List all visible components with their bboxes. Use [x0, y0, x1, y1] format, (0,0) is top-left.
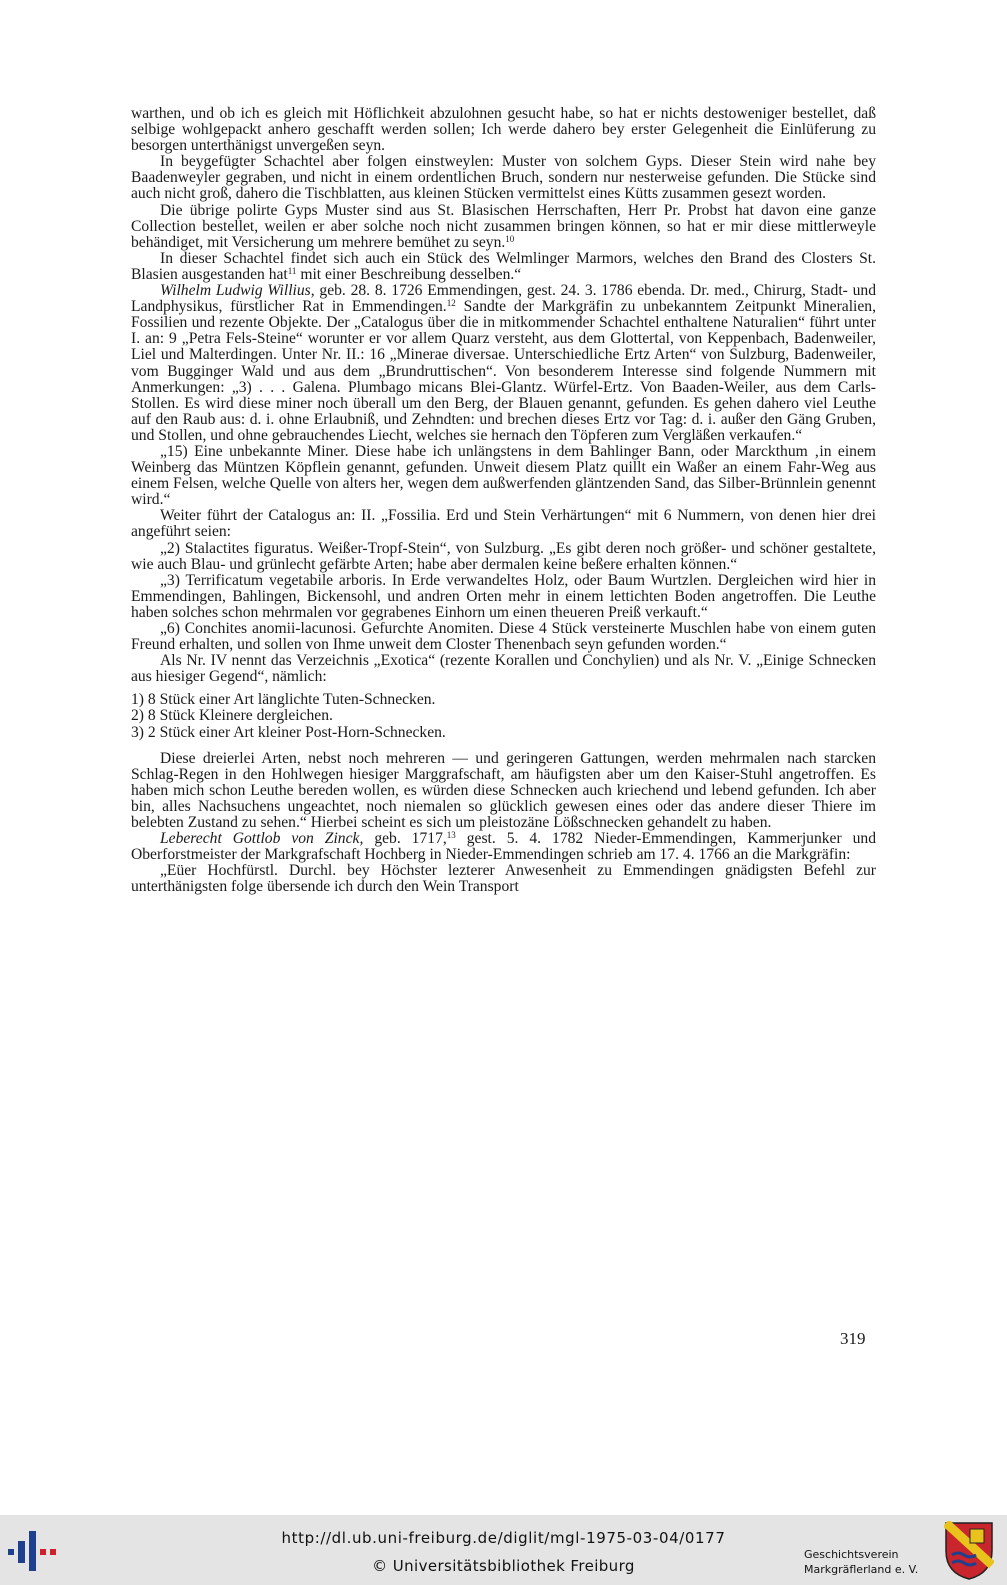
footnote-ref: 12 [446, 298, 456, 309]
page-number: 319 [840, 1329, 866, 1348]
paragraph: Diese dreierlei Arten, nebst noch mehreren — und geringeren Gattungen, werden mehrmalen nach starcken Schlag-Regen in den Hohlwegen hiesiger Marggrafschaft, am häufigsten aber um den Kaiser-Stuhl angetroffen. Es haben mich schon Leuthe bereden wollen, es würden diese Schnecken auch kriechend und lebend gefunden. Ich aber bin, alles Nachsuchens ungeachtet, noch niemalen so glücklich gewesen eines oder das andere dieser Thiere im belebten Zustand zu sehen.“ Hierbei scheint es sich um pleistozäne Lößschnecken gehandelt zu haben. [131, 749, 876, 832]
list-item: 3) 2 Stück einer Art kleiner Post-Horn-Schnecken. [131, 723, 446, 741]
list-item: 1) 8 Stück einer Art länglichte Tuten-Schnecken. [131, 691, 436, 709]
paragraph: „2) Stalactites figuratus. Weißer-Tropf-Stein“, von Sulzburg. „Es gibt deren noch größer- und schöner gestaltete, wie auch Blau- und grünlecht gefärbte Arten; habe aber dermalen keine beßere erhalten können.“ [131, 539, 876, 573]
list-item: 2) 8 Stück Kleinere dergleichen. [131, 707, 333, 725]
permalink-url[interactable]: http://dl.ub.uni-freiburg.de/diglit/mgl-1975-03-04/0177 [281, 1529, 726, 1547]
paragraph: Leberecht Gottlob von Zinck, geb. 1717,13 gest. 5. 4. 1782 Nieder-Emmendingen, Kammerjunker und Oberforstmeister der Markgrafschaft Hochberg in Nieder-Emmendingen schrieb am 17. 4. 1766 an die Markgräfin: [131, 830, 877, 864]
society-line: Geschichtsverein [804, 1548, 899, 1561]
body-text [131, 106, 876, 896]
footnote-ref: 13 [446, 830, 456, 841]
coat-of-arms-icon [944, 1521, 994, 1581]
paragraph: warthen, und ob ich es gleich mit Höflichkeit abzulohnen gesucht habe, so hat er nichts destoweniger bestellet, daß selbige wohlgepackt anhero geschafft werden sollen; Ich werde dahero bey erster Gelegenheit die Einlüferung zu besorgen unterthänigst unvergeßen seyn. [131, 105, 876, 155]
footer-bar [0, 1515, 1007, 1585]
paragraph: Die übrige polirte Gyps Muster sind aus St. Blasischen Herrschaften, Herr Pr. Probst hat davon eine ganze Collection bestellet, weilen er aber solche noch nicht zusammen bringen können, so hat er mir diese mittlerweyle behändiget, mit Versicherung um mehrere bemühet zu seyn.$^{10}$ [131, 201, 876, 251]
footnote-ref: 11 [287, 265, 297, 276]
footnote-ref: 10 [505, 233, 515, 244]
paragraph: Als Nr. IV nennt das Verzeichnis „Exotica“ (rezente Korallen und Conchylien) und als Nr. V. „Einige Schnecken aus hiesiger Gegend“, nämlich: [131, 652, 876, 686]
paragraph: „6) Conchites anomii-lacunosi. Gefurchte Anomiten. Diese 4 Stück versteinerte Muschlen habe von einem guten Freund erhalten, und sollen von Ihme unweit dem Closter Thenenbach seyn gefunden worden.“ [131, 620, 876, 654]
copyright-line: © Universitätsbibliothek Freiburg [372, 1557, 635, 1575]
society-name [804, 1547, 918, 1577]
society-line: Markgräflerland e. V. [804, 1563, 919, 1576]
person-name: Wilhelm Ludwig Willius, [160, 282, 315, 300]
paragraph: „Eüer Hochfürstl. Durchl. bey Höchster lezterer Anwesenheit zu Emmendingen gnädigsten Befehl zur unterthänigsten folge übersende ich durch den Wein Transport [131, 862, 876, 896]
paragraph: Wilhelm Ludwig Willius, geb. 28. 8. 1726 Emmendingen, gest. 24. 3. 1786 ebenda. Dr. med., Chirurg, Stadt- und Landphysikus, fürstlicher Rat in Emmendingen.$^{12}$ Sandte der Markgräfin zu unbekanntem Zeitpunkt Mineralien, Fossilien und rezente Objekte. Der „Catalogus über die in mitkommender Schachtel enthaltene Naturalien“ führt unter I. an: 9 „Petra Fels-Steine“ worunter er vor allem Quarz versteht, aus dem Glottertal, von Keppenbach, Badenweiler, Liel und Malterdingen. Unter Nr. II.: 16 „Minerae diversae. Unterschiedliche Ertz Arten“ von Sulzburg, Badenweiler, vom Bugginger Wald und aus dem „Brundruttischen“. Von besonderem Interesse sind folgende Nummern mit Anmerkungen: „3) . . . Galena. Plumbago micans Blei-Glantz. Würfel-Ertz. Von Baaden-Weiler, aus dem Carls-Stollen. Es wird diese miner noch überall um den Berg, der Blauen genannt, gefunden. Es gehen dahero viel Leuthe auf den Raub aus: d. i. ohne Erlaubniß, und Zehndten: und brechen dieses Ertz vor Tag: d. i. außer den Gäng Gruben, und Stollen, und ohne gebrauchendes Liecht, welches sie hernach den Töpferen zum Vergläßen verkaufen.“ [131, 282, 876, 444]
paragraph: In beygefügter Schachtel aber folgen einstweylen: Muster von solchem Gyps. Dieser Stein wird nahe bey Baadenweyler gegraben, und nicht in einem ordentlichen Bruch, sondern nur nesterweise gefunden. Die Stücke sind auch nicht groß, dahero die Tischblatten, aus kleinen Stücken vermittelst eines Kütts zusammen gesezt worden. [131, 153, 876, 203]
person-name: Leberecht Gottlob von Zinck, [160, 830, 364, 848]
paragraph: „3) Terrificatum vegetabile arboris. In Erde verwandeltes Holz, oder Baum Wurtzlen. Dergleichen wird hier in Emmendingen, Bahlingen, Bickensohl, und andren Orten mehr in einem lettichten Boden angetroffen. Die Leuthe haben solches schon mehrmalen vor gegrabenes Einhorn um einen theueren Preiß verkauft.“ [131, 571, 876, 621]
paragraph: Weiter führt der Catalogus an: II. „Fossilia. Erd und Stein Verhärtungen“ mit 6 Nummern, von denen hier drei angeführt seien: [131, 507, 876, 541]
snail-list [131, 692, 876, 740]
paragraph: „15) Eine unbekannte Miner. Diese habe ich unlängstens in dem Bahlinger Bann, oder Marckthum ‚in einem Weinberg das Müntzen Köpflein genannt, gefunden. Unweit diesem Platz quillt ein Waßer an einem Fahr-Weg aus einem Felsen, welche Quelle von alters her, wegen dem außwerfenden gläntzenden Sand, das Silber-Brünnlein genennt wird.“ [131, 442, 876, 509]
paragraph: In dieser Schachtel findet sich auch ein Stück des Welmlinger Marmors, welches den Brand des Closters St. Blasien ausgestanden hat$^{11}$ mit einer Beschreibung desselben.“ [131, 249, 876, 283]
